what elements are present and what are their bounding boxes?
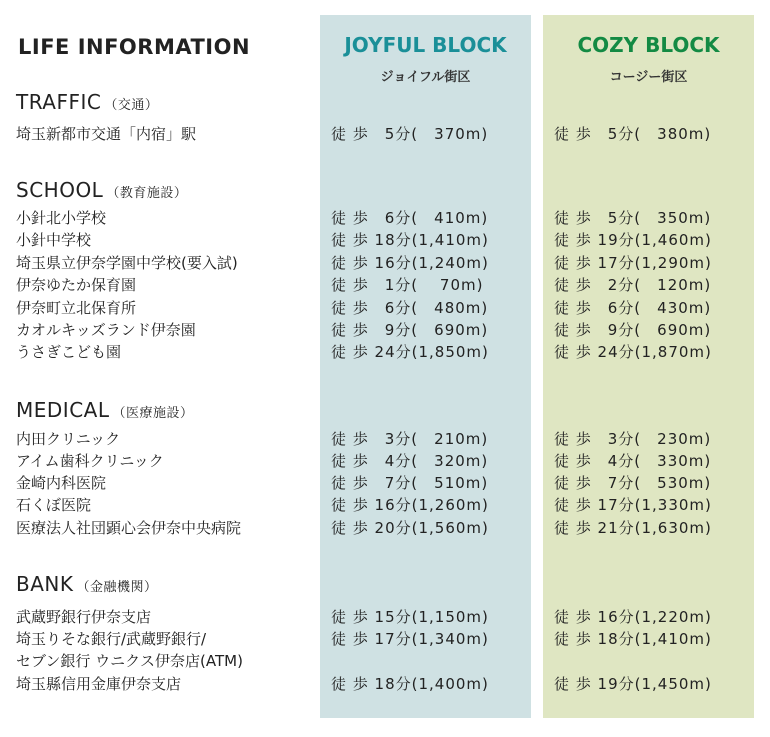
table-row [0, 517, 770, 539]
table-row [0, 123, 770, 145]
cozy-distance: 徒 歩 17分(1,290m) [554, 254, 712, 272]
cozy-distance: 徒 歩 6分( 430m) [554, 299, 712, 317]
cozy-block-subheading: コージー街区 [609, 70, 688, 85]
table-row [0, 252, 770, 274]
cozy-distance: 徒 歩 19分(1,450m) [554, 675, 712, 693]
joyful-distance: 徒 歩 6分( 480m) [331, 299, 489, 317]
place-name: 金崎内科医院 [16, 474, 107, 492]
place-name: 埼玉県立伊奈学園中学校(要入試) [16, 254, 238, 272]
section-subtitle: （金融機関） [76, 580, 158, 595]
table-row [0, 341, 770, 363]
joyful-distance: 徒 歩 3分( 210m) [331, 430, 489, 448]
section-medical-heading [16, 398, 194, 422]
joyful-distance: 徒 歩 7分( 510m) [331, 474, 489, 492]
table-row [0, 606, 770, 628]
table-row [0, 472, 770, 494]
joyful-distance: 徒 歩 16分(1,240m) [331, 254, 489, 272]
joyful-distance: 徒 歩 16分(1,260m) [331, 496, 489, 514]
table-row [0, 207, 770, 229]
table-row [0, 319, 770, 341]
place-name: うさぎこども園 [16, 343, 122, 361]
place-name: 伊奈町立北保育所 [16, 299, 137, 317]
table-row [0, 673, 770, 695]
place-name-line2: セブン銀行 ウニクス伊奈店(ATM) [16, 652, 243, 670]
section-traffic-heading [16, 90, 158, 114]
joyful-distance: 徒 歩 1分( 70m) [331, 276, 484, 294]
cozy-block-heading: COZY BLOCK [577, 33, 720, 57]
table-row [0, 494, 770, 516]
cozy-distance: 徒 歩 17分(1,330m) [554, 496, 712, 514]
cozy-distance: 徒 歩 4分( 330m) [554, 452, 712, 470]
joyful-distance: 徒 歩 9分( 690m) [331, 321, 489, 339]
table-row [0, 229, 770, 251]
table-row [0, 428, 770, 450]
place-name: 伊奈ゆたか保育園 [16, 276, 137, 294]
joyful-block-subheading: ジョイフル街区 [380, 70, 471, 85]
place-name: 埼玉新都市交通「内宿」駅 [16, 125, 197, 143]
section-title: TRAFFIC [16, 90, 102, 114]
section-school-heading [16, 178, 187, 202]
cozy-distance: 徒 歩 5分( 380m) [554, 125, 712, 143]
cozy-distance: 徒 歩 21分(1,630m) [554, 519, 712, 537]
joyful-distance: 徒 歩 20分(1,560m) [331, 519, 489, 537]
cozy-distance: 徒 歩 16分(1,220m) [554, 608, 712, 626]
table-row [0, 628, 770, 670]
cozy-distance: 徒 歩 9分( 690m) [554, 321, 712, 339]
cozy-distance: 徒 歩 2分( 120m) [554, 276, 712, 294]
section-subtitle: （交通） [104, 98, 159, 113]
cozy-distance: 徒 歩 7分( 530m) [554, 474, 712, 492]
place-name: 小針北小学校 [16, 209, 107, 227]
place-name: アイム歯科クリニック [16, 452, 164, 470]
cozy-distance: 徒 歩 24分(1,870m) [554, 343, 712, 361]
place-name: 医療法人社団顕心会伊奈中央病院 [16, 519, 242, 537]
section-subtitle: （教育施設） [106, 186, 188, 201]
joyful-distance: 徒 歩 4分( 320m) [331, 452, 489, 470]
cozy-distance: 徒 歩 18分(1,410m) [554, 630, 712, 648]
cozy-distance: 徒 歩 5分( 350m) [554, 209, 712, 227]
place-name: 石くぼ医院 [16, 496, 92, 514]
section-title: MEDICAL [16, 398, 110, 422]
joyful-distance: 徒 歩 17分(1,340m) [331, 630, 489, 648]
joyful-distance: 徒 歩 5分( 370m) [331, 125, 489, 143]
place-name: 埼玉縣信用金庫伊奈支店 [16, 675, 182, 693]
page-title: LIFE INFORMATION [18, 35, 251, 59]
table-row [0, 297, 770, 319]
section-subtitle: （医療施設） [112, 406, 194, 421]
cozy-distance: 徒 歩 3分( 230m) [554, 430, 712, 448]
place-name: カオルキッズランド伊奈園 [16, 321, 196, 339]
place-name: 武蔵野銀行伊奈支店 [16, 608, 152, 626]
table-row [0, 450, 770, 472]
section-title: SCHOOL [16, 178, 104, 202]
place-name: 埼玉りそな銀行/武蔵野銀行/ [16, 630, 207, 648]
joyful-distance: 徒 歩 18分(1,410m) [331, 231, 489, 249]
joyful-distance: 徒 歩 24分(1,850m) [331, 343, 489, 361]
place-name: 内田クリニック [16, 430, 121, 448]
joyful-distance: 徒 歩 18分(1,400m) [331, 675, 489, 693]
place-name: 小針中学校 [16, 231, 92, 249]
section-title: BANK [16, 572, 74, 596]
joyful-distance: 徒 歩 6分( 410m) [331, 209, 489, 227]
cozy-distance: 徒 歩 19分(1,460m) [554, 231, 712, 249]
joyful-distance: 徒 歩 15分(1,150m) [331, 608, 489, 626]
section-bank-heading [16, 572, 158, 596]
joyful-block-heading: JOYFUL BLOCK [344, 33, 507, 57]
table-row [0, 274, 770, 296]
